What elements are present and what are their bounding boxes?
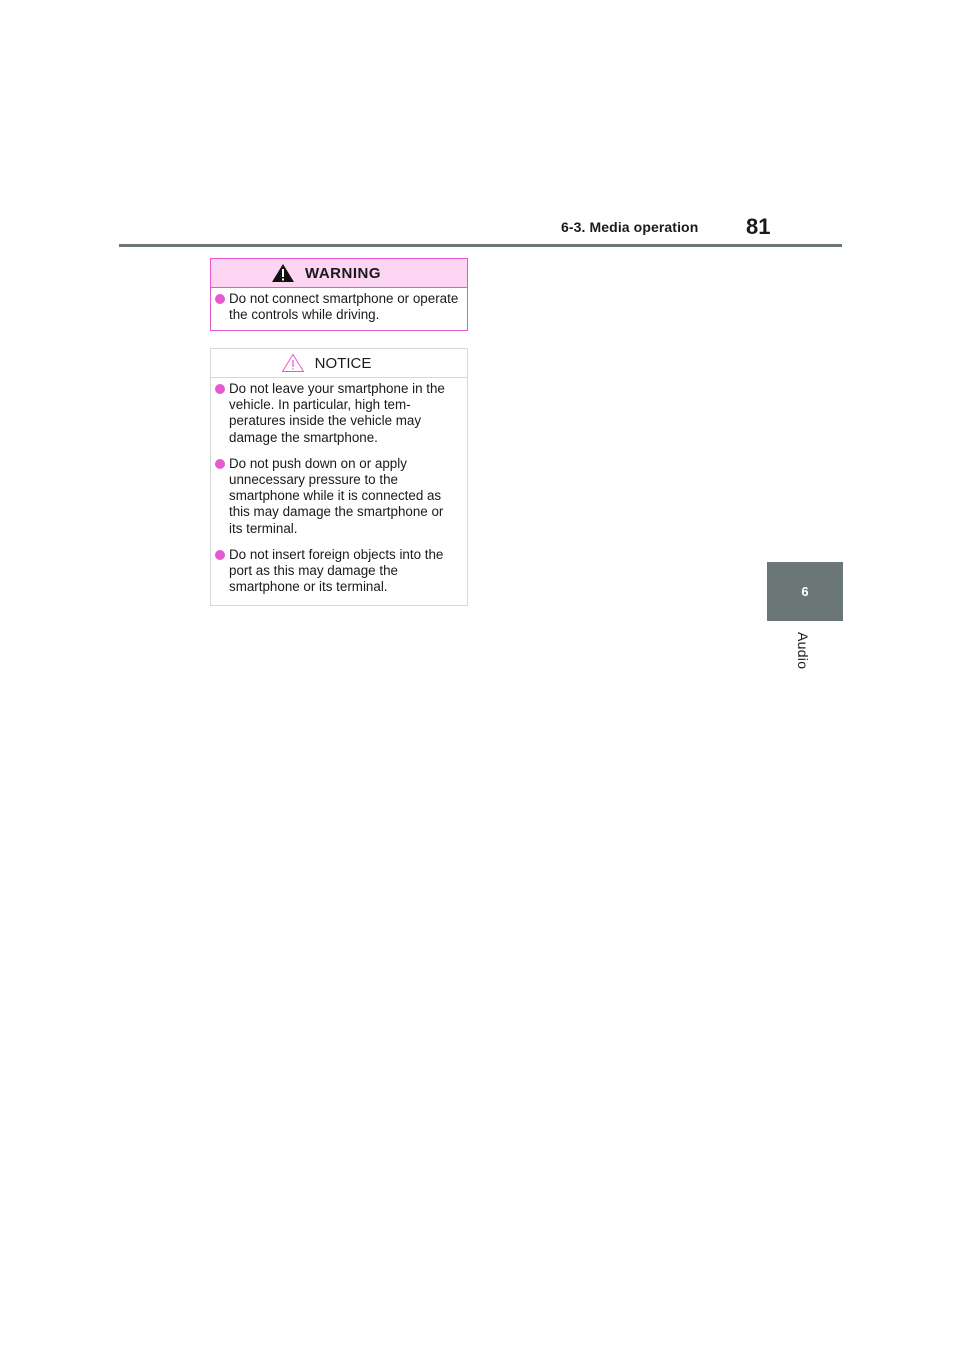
caution-triangle-icon	[281, 353, 305, 373]
notice-item	[215, 547, 459, 596]
bullet-icon	[215, 384, 225, 394]
bullet-icon	[215, 550, 225, 560]
warning-body	[211, 288, 467, 323]
notice-item	[215, 456, 459, 537]
notice-body	[211, 378, 467, 595]
page-number: 81	[746, 214, 771, 239]
section-title: 6-3. Media operation	[561, 219, 699, 235]
warning-item-text: Do not connect smartphone or operate the controls while driving.	[229, 291, 459, 323]
chapter-tab	[767, 562, 843, 621]
notice-title: NOTICE	[314, 354, 372, 372]
notice-item-text: Do not leave your smartphone in the vehicle. In particular, high tem-peratures inside the vehicle may damage the smartphone.	[229, 381, 445, 445]
warning-item	[215, 291, 459, 323]
chapter-number: 6	[801, 584, 809, 599]
notice-item	[215, 381, 459, 446]
notice-item-text: Do not push down on or apply unnecessary pressure to the smartphone while it is connected as this may damage the smartphone or its terminal.	[229, 455, 444, 536]
bullet-icon	[215, 294, 225, 304]
notice-box	[210, 348, 468, 606]
warning-title: WARNING	[305, 264, 381, 282]
warning-header	[211, 259, 467, 288]
bullet-icon	[215, 459, 225, 469]
header-divider	[119, 244, 842, 247]
warning-triangle-icon	[271, 263, 295, 283]
notice-item-text: Do not insert foreign objects into the port as this may damage the smartphone or its terminal.	[229, 546, 444, 595]
warning-box	[210, 258, 468, 331]
chapter-label: Audio	[795, 632, 811, 670]
notice-header	[211, 349, 467, 378]
